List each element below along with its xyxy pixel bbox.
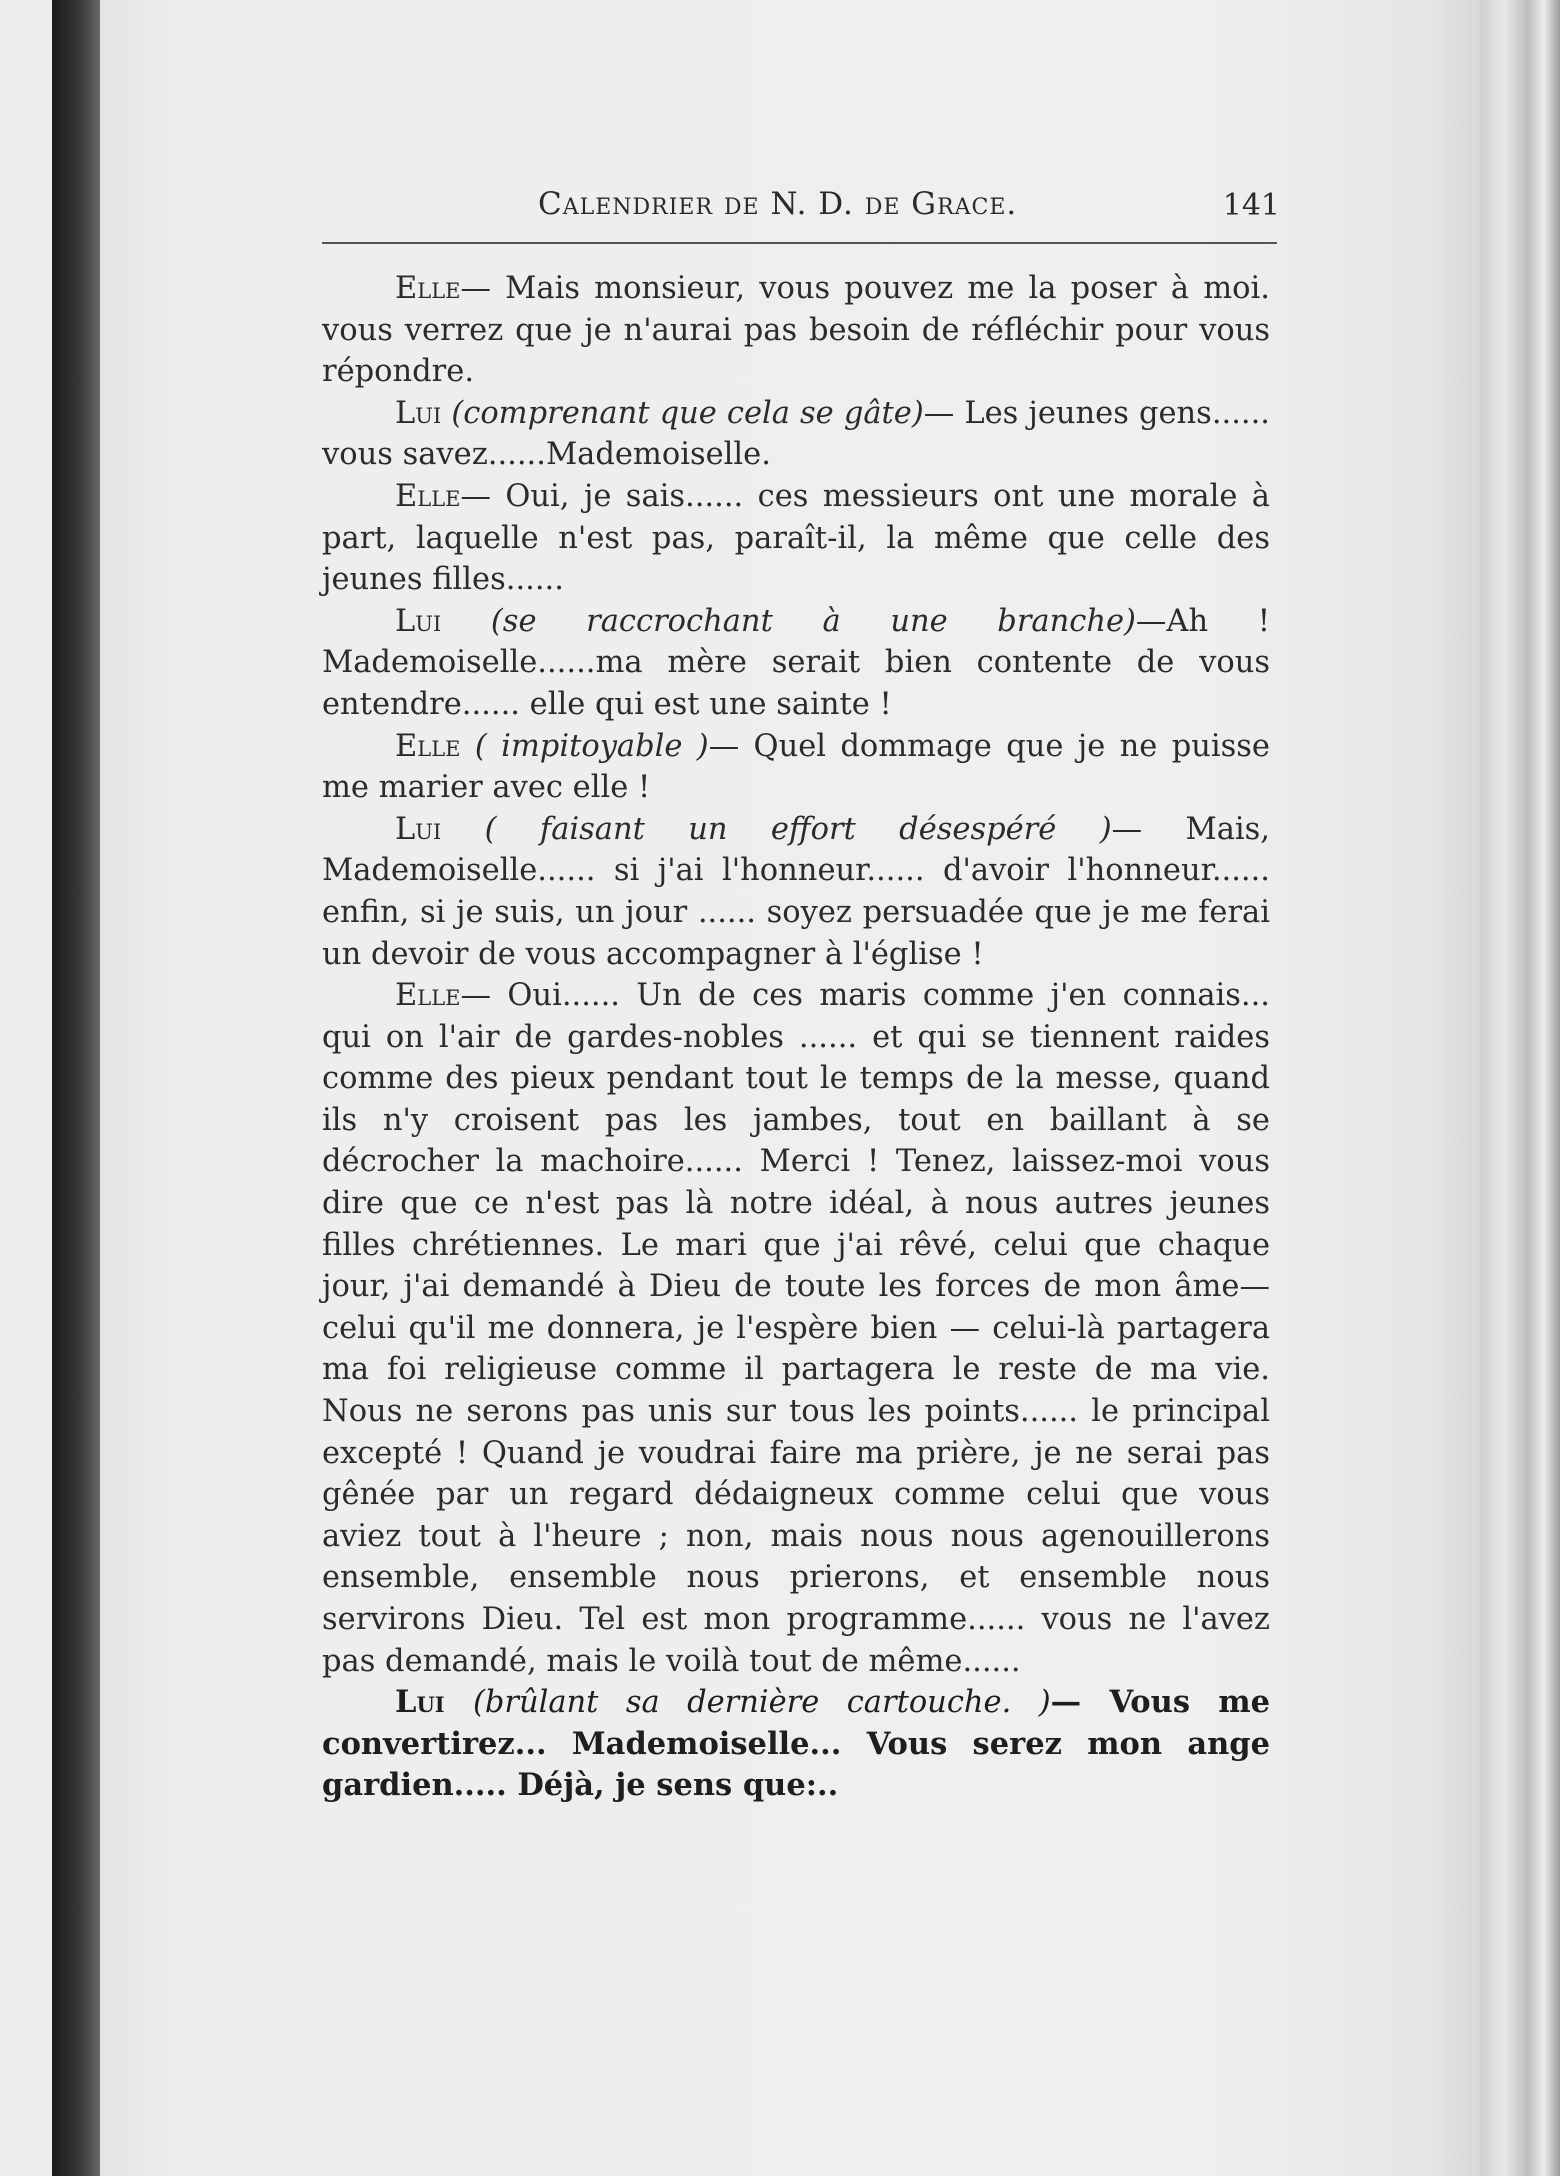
- dialogue-paragraph: [322, 975, 1270, 1682]
- dialogue-paragraph: [322, 809, 1270, 975]
- facing-page-edge: [0, 0, 52, 2176]
- speaker-name: Lui: [395, 1684, 445, 1721]
- dialogue-text: — Les jeunes gens...... vous savez......Mademoiselle.: [322, 395, 1270, 473]
- page-stack-edge: [1480, 0, 1560, 2176]
- speaker-name: Elle: [395, 271, 461, 306]
- dialogue-paragraph: [322, 726, 1270, 809]
- speaker-name: Lui: [395, 811, 442, 847]
- running-title: Calendrier de N. D. de Grace.: [538, 186, 1018, 222]
- book-gutter: [52, 0, 100, 2176]
- speaker-name: Elle: [395, 728, 461, 764]
- dialogue-text: — Mais monsieur, vous pouvez me la poser à moi. vous verrez que je n'aurai pas besoin de réfléchir pour vous répondre.: [322, 271, 1270, 390]
- running-head: [320, 186, 1280, 234]
- dialogue-paragraph: [322, 476, 1270, 601]
- stage-direction: (brûlant sa dernière cartouche. ): [472, 1685, 1051, 1721]
- dialogue-text: —Ah ! Mademoiselle......ma mère serait bien contente de vous entendre...... elle qui est une sainte !: [322, 603, 1270, 722]
- dialogue-paragraph: [322, 1682, 1270, 1807]
- stage-direction: (comprenant que cela se gâte): [451, 395, 924, 431]
- body-text: [322, 268, 1270, 1807]
- dialogue-paragraph: [322, 268, 1270, 393]
- stage-direction: (se raccrochant à une branche): [490, 603, 1136, 639]
- speaker-name: Elle: [395, 978, 461, 1014]
- dialogue-text: — Mais, Mademoiselle...... si j'ai l'honneur...... d'avoir l'honneur...... enfin, si je suis, un jour ...... soyez persuadée que je me ferai un devoir de vous accompagner à l'église !: [322, 811, 1270, 972]
- speaker-name: Elle: [395, 478, 461, 514]
- dialogue-text: — Vous me convertirez... Mademoiselle... Vous serez mon ange gardien..... Déjà, je sens que:..: [322, 1684, 1271, 1804]
- stage-direction: ( faisant un effort désespéré ): [484, 811, 1112, 847]
- header-rule: [322, 242, 1277, 244]
- dialogue-text: — Oui, je sais...... ces messieurs ont une morale à part, laquelle n'est pas, paraît-il, la même que celle des jeunes filles......: [322, 478, 1270, 598]
- page-number: 141: [1222, 188, 1280, 223]
- speaker-name: Lui: [395, 603, 442, 639]
- dialogue-paragraph: [322, 601, 1270, 726]
- speaker-name: Lui: [395, 395, 442, 431]
- stage-direction: ( impitoyable ): [474, 728, 709, 764]
- dialogue-paragraph: [322, 393, 1270, 476]
- dialogue-text: — Oui...... Un de ces maris comme j'en connais... qui on l'air de gardes-nobles ...... et qui se tiennent raides comme des pieux pendant tout le temps de la messe, quand ils n'y croisent pas les jambes, tout en baillant à se décrocher la machoire...... Merci ! Tenez, laissez-moi vous dire que ce n'est pas là notre idéal, à nous autres jeunes filles chrétiennes. Le mari que j'ai rêvé, celui que chaque jour, j'ai demandé à Dieu de toute les forces de mon âme— celui qu'il me donnera, je l'espère bien — celui-là partagera ma foi religieuse comme il partagera le reste de ma vie. Nous ne serons pas unis sur tous les points...... le principal excepté ! Quand je voudrai faire ma prière, je ne serai pas gênée par un regard dédaigneux comme celui que vous aviez tout à l'heure ; non, mais nous nous agenouillerons ensemble, ensemble nous prierons, et ensemble nous servirons Dieu. Tel est mon programme...... vous ne l'avez pas demandé, mais le voilà tout de même......: [322, 978, 1270, 1679]
- dialogue-text: — Quel dommage que je ne puisse me marier avec elle !: [322, 728, 1270, 806]
